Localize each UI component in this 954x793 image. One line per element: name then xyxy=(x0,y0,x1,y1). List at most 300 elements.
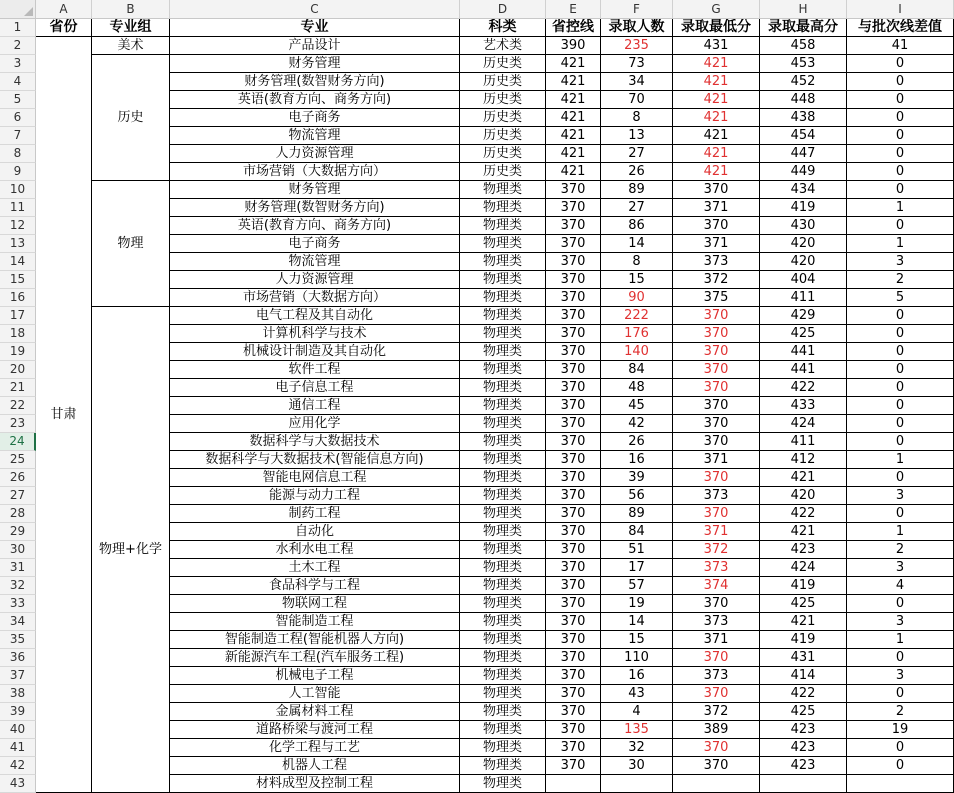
major-cell[interactable]: 制药工程 xyxy=(170,505,460,523)
major-cell[interactable]: 电子信息工程 xyxy=(170,379,460,397)
admitted-count-cell[interactable]: 8 xyxy=(601,253,673,271)
major-cell[interactable]: 通信工程 xyxy=(170,397,460,415)
diff-cell[interactable]: 0 xyxy=(847,127,954,145)
control-line-cell[interactable]: 370 xyxy=(546,199,601,217)
row-header-32[interactable]: 32 xyxy=(0,577,36,595)
max-score-cell[interactable]: 424 xyxy=(760,559,847,577)
control-line-cell[interactable]: 370 xyxy=(546,703,601,721)
admitted-count-cell[interactable]: 56 xyxy=(601,487,673,505)
major-cell[interactable]: 财务管理(数智财务方向) xyxy=(170,199,460,217)
row-header-43[interactable]: 43 xyxy=(0,775,36,793)
select-all-corner[interactable] xyxy=(0,0,36,19)
major-cell[interactable]: 机械设计制造及其自动化 xyxy=(170,343,460,361)
row-header-37[interactable]: 37 xyxy=(0,667,36,685)
control-line-cell[interactable]: 370 xyxy=(546,379,601,397)
admitted-count-cell[interactable]: 70 xyxy=(601,91,673,109)
max-score-cell[interactable]: 419 xyxy=(760,199,847,217)
category-cell[interactable]: 艺术类 xyxy=(460,37,546,55)
max-score-cell[interactable]: 420 xyxy=(760,487,847,505)
row-header-8[interactable]: 8 xyxy=(0,145,36,163)
row-header-25[interactable]: 25 xyxy=(0,451,36,469)
major-cell[interactable]: 财务管理 xyxy=(170,55,460,73)
control-line-cell[interactable]: 370 xyxy=(546,451,601,469)
major-cell[interactable]: 市场营销（大数据方向） xyxy=(170,163,460,181)
major-cell[interactable]: 人工智能 xyxy=(170,685,460,703)
diff-cell[interactable]: 3 xyxy=(847,253,954,271)
max-score-cell[interactable]: 425 xyxy=(760,325,847,343)
admitted-count-cell[interactable]: 16 xyxy=(601,667,673,685)
diff-cell[interactable]: 0 xyxy=(847,73,954,91)
category-cell[interactable]: 历史类 xyxy=(460,145,546,163)
major-cell[interactable]: 计算机科学与技术 xyxy=(170,325,460,343)
row-header-39[interactable]: 39 xyxy=(0,703,36,721)
major-cell[interactable]: 电气工程及其自动化 xyxy=(170,307,460,325)
row-header-21[interactable]: 21 xyxy=(0,379,36,397)
admitted-count-cell[interactable]: 27 xyxy=(601,145,673,163)
admitted-count-cell[interactable]: 51 xyxy=(601,541,673,559)
row-header-19[interactable]: 19 xyxy=(0,343,36,361)
category-cell[interactable]: 物理类 xyxy=(460,685,546,703)
control-line-cell[interactable]: 421 xyxy=(546,145,601,163)
min-score-cell[interactable]: 370 xyxy=(673,469,760,487)
max-score-cell[interactable]: 419 xyxy=(760,631,847,649)
control-line-cell[interactable]: 370 xyxy=(546,613,601,631)
header-major[interactable]: 专业 xyxy=(170,19,460,37)
row-header-40[interactable]: 40 xyxy=(0,721,36,739)
major-cell[interactable]: 产品设计 xyxy=(170,37,460,55)
row-header-27[interactable]: 27 xyxy=(0,487,36,505)
category-cell[interactable]: 物理类 xyxy=(460,559,546,577)
min-score-cell[interactable]: 371 xyxy=(673,235,760,253)
row-header-6[interactable]: 6 xyxy=(0,109,36,127)
control-line-cell[interactable]: 370 xyxy=(546,631,601,649)
max-score-cell[interactable]: 438 xyxy=(760,109,847,127)
diff-cell[interactable]: 3 xyxy=(847,667,954,685)
header-diff[interactable]: 与批次线差值 xyxy=(847,19,954,37)
admitted-count-cell[interactable]: 86 xyxy=(601,217,673,235)
category-cell[interactable]: 物理类 xyxy=(460,649,546,667)
major-cell[interactable]: 智能制造工程 xyxy=(170,613,460,631)
min-score-cell[interactable]: 373 xyxy=(673,613,760,631)
control-line-cell[interactable]: 370 xyxy=(546,541,601,559)
major-cell[interactable]: 道路桥梁与渡河工程 xyxy=(170,721,460,739)
category-cell[interactable]: 物理类 xyxy=(460,703,546,721)
min-score-cell[interactable]: 431 xyxy=(673,37,760,55)
major-cell[interactable]: 财务管理(数智财务方向) xyxy=(170,73,460,91)
admitted-count-cell[interactable]: 90 xyxy=(601,289,673,307)
admitted-count-cell[interactable]: 26 xyxy=(601,433,673,451)
control-line-cell[interactable]: 370 xyxy=(546,469,601,487)
admitted-count-cell[interactable]: 89 xyxy=(601,181,673,199)
major-cell[interactable]: 软件工程 xyxy=(170,361,460,379)
diff-cell[interactable]: 41 xyxy=(847,37,954,55)
control-line-cell[interactable]: 370 xyxy=(546,433,601,451)
diff-cell[interactable]: 1 xyxy=(847,235,954,253)
min-score-cell[interactable]: 370 xyxy=(673,685,760,703)
admitted-count-cell[interactable]: 84 xyxy=(601,361,673,379)
category-cell[interactable]: 物理类 xyxy=(460,253,546,271)
admitted-count-cell[interactable]: 13 xyxy=(601,127,673,145)
row-header-10[interactable]: 10 xyxy=(0,181,36,199)
row-header-36[interactable]: 36 xyxy=(0,649,36,667)
diff-cell[interactable]: 0 xyxy=(847,685,954,703)
min-score-cell[interactable]: 370 xyxy=(673,307,760,325)
control-line-cell[interactable]: 370 xyxy=(546,559,601,577)
diff-cell[interactable]: 1 xyxy=(847,199,954,217)
admitted-count-cell[interactable]: 19 xyxy=(601,595,673,613)
min-score-cell[interactable]: 421 xyxy=(673,55,760,73)
max-score-cell[interactable]: 421 xyxy=(760,613,847,631)
diff-cell[interactable]: 19 xyxy=(847,721,954,739)
column-header-d[interactable]: D xyxy=(460,0,546,19)
min-score-cell[interactable]: 421 xyxy=(673,163,760,181)
min-score-cell[interactable]: 370 xyxy=(673,343,760,361)
diff-cell[interactable]: 0 xyxy=(847,217,954,235)
diff-cell[interactable]: 3 xyxy=(847,559,954,577)
category-cell[interactable]: 物理类 xyxy=(460,379,546,397)
header-max-score[interactable]: 录取最高分 xyxy=(760,19,847,37)
row-header-33[interactable]: 33 xyxy=(0,595,36,613)
category-cell[interactable]: 物理类 xyxy=(460,631,546,649)
row-header-4[interactable]: 4 xyxy=(0,73,36,91)
row-header-41[interactable]: 41 xyxy=(0,739,36,757)
max-score-cell[interactable]: 433 xyxy=(760,397,847,415)
min-score-cell[interactable]: 371 xyxy=(673,451,760,469)
control-line-cell[interactable]: 370 xyxy=(546,721,601,739)
category-cell[interactable]: 物理类 xyxy=(460,217,546,235)
max-score-cell[interactable] xyxy=(760,775,847,793)
row-header-30[interactable]: 30 xyxy=(0,541,36,559)
row-header-24[interactable]: 24 xyxy=(0,433,36,451)
diff-cell[interactable]: 0 xyxy=(847,397,954,415)
column-header-b[interactable]: B xyxy=(92,0,170,19)
column-header-g[interactable]: G xyxy=(673,0,760,19)
category-cell[interactable]: 物理类 xyxy=(460,199,546,217)
control-line-cell[interactable]: 370 xyxy=(546,415,601,433)
major-cell[interactable]: 土木工程 xyxy=(170,559,460,577)
row-header-28[interactable]: 28 xyxy=(0,505,36,523)
max-score-cell[interactable]: 441 xyxy=(760,361,847,379)
max-score-cell[interactable]: 431 xyxy=(760,649,847,667)
control-line-cell[interactable]: 370 xyxy=(546,523,601,541)
max-score-cell[interactable]: 411 xyxy=(760,433,847,451)
category-cell[interactable]: 物理类 xyxy=(460,739,546,757)
diff-cell[interactable]: 0 xyxy=(847,343,954,361)
row-header-18[interactable]: 18 xyxy=(0,325,36,343)
category-cell[interactable]: 物理类 xyxy=(460,505,546,523)
diff-cell[interactable]: 0 xyxy=(847,415,954,433)
major-cell[interactable]: 数据科学与大数据技术 xyxy=(170,433,460,451)
control-line-cell[interactable]: 370 xyxy=(546,685,601,703)
control-line-cell[interactable]: 370 xyxy=(546,577,601,595)
row-header-11[interactable]: 11 xyxy=(0,199,36,217)
province-cell[interactable]: 甘肃 xyxy=(36,37,92,793)
min-score-cell[interactable]: 370 xyxy=(673,415,760,433)
min-score-cell[interactable]: 370 xyxy=(673,397,760,415)
max-score-cell[interactable]: 419 xyxy=(760,577,847,595)
control-line-cell[interactable]: 370 xyxy=(546,181,601,199)
category-cell[interactable]: 物理类 xyxy=(460,433,546,451)
row-header-16[interactable]: 16 xyxy=(0,289,36,307)
control-line-cell[interactable]: 370 xyxy=(546,649,601,667)
row-header-15[interactable]: 15 xyxy=(0,271,36,289)
category-cell[interactable]: 物理类 xyxy=(460,487,546,505)
min-score-cell[interactable]: 371 xyxy=(673,523,760,541)
diff-cell[interactable]: 0 xyxy=(847,361,954,379)
diff-cell[interactable] xyxy=(847,775,954,793)
major-cell[interactable]: 材料成型及控制工程 xyxy=(170,775,460,793)
diff-cell[interactable]: 1 xyxy=(847,631,954,649)
admitted-count-cell[interactable]: 110 xyxy=(601,649,673,667)
max-score-cell[interactable]: 404 xyxy=(760,271,847,289)
column-header-e[interactable]: E xyxy=(546,0,601,19)
control-line-cell[interactable]: 370 xyxy=(546,505,601,523)
min-score-cell[interactable]: 371 xyxy=(673,631,760,649)
max-score-cell[interactable]: 423 xyxy=(760,739,847,757)
max-score-cell[interactable]: 434 xyxy=(760,181,847,199)
min-score-cell[interactable]: 421 xyxy=(673,127,760,145)
min-score-cell[interactable]: 374 xyxy=(673,577,760,595)
admitted-count-cell[interactable]: 17 xyxy=(601,559,673,577)
major-cell[interactable]: 机器人工程 xyxy=(170,757,460,775)
major-cell[interactable]: 英语(教育方向、商务方向) xyxy=(170,217,460,235)
max-score-cell[interactable]: 422 xyxy=(760,505,847,523)
admitted-count-cell[interactable]: 57 xyxy=(601,577,673,595)
diff-cell[interactable]: 0 xyxy=(847,595,954,613)
major-cell[interactable]: 金属材料工程 xyxy=(170,703,460,721)
diff-cell[interactable]: 2 xyxy=(847,703,954,721)
category-cell[interactable]: 物理类 xyxy=(460,361,546,379)
min-score-cell[interactable]: 370 xyxy=(673,325,760,343)
major-cell[interactable]: 电子商务 xyxy=(170,235,460,253)
row-header-22[interactable]: 22 xyxy=(0,397,36,415)
min-score-cell[interactable]: 370 xyxy=(673,361,760,379)
major-cell[interactable]: 物流管理 xyxy=(170,253,460,271)
category-cell[interactable]: 物理类 xyxy=(460,469,546,487)
diff-cell[interactable]: 1 xyxy=(847,451,954,469)
max-score-cell[interactable]: 447 xyxy=(760,145,847,163)
diff-cell[interactable]: 0 xyxy=(847,181,954,199)
diff-cell[interactable]: 0 xyxy=(847,307,954,325)
major-cell[interactable]: 能源与动力工程 xyxy=(170,487,460,505)
row-header-13[interactable]: 13 xyxy=(0,235,36,253)
diff-cell[interactable]: 0 xyxy=(847,739,954,757)
category-cell[interactable]: 物理类 xyxy=(460,541,546,559)
major-cell[interactable]: 英语(教育方向、商务方向) xyxy=(170,91,460,109)
diff-cell[interactable]: 2 xyxy=(847,271,954,289)
diff-cell[interactable]: 3 xyxy=(847,487,954,505)
row-header-29[interactable]: 29 xyxy=(0,523,36,541)
admitted-count-cell[interactable]: 14 xyxy=(601,613,673,631)
header-min-score[interactable]: 录取最低分 xyxy=(673,19,760,37)
major-group-cell[interactable]: 物理 xyxy=(92,181,170,307)
max-score-cell[interactable]: 414 xyxy=(760,667,847,685)
max-score-cell[interactable]: 421 xyxy=(760,523,847,541)
max-score-cell[interactable]: 422 xyxy=(760,379,847,397)
major-cell[interactable]: 智能电网信息工程 xyxy=(170,469,460,487)
category-cell[interactable]: 物理类 xyxy=(460,775,546,793)
min-score-cell[interactable]: 421 xyxy=(673,145,760,163)
admitted-count-cell[interactable]: 4 xyxy=(601,703,673,721)
row-header-31[interactable]: 31 xyxy=(0,559,36,577)
row-header-23[interactable]: 23 xyxy=(0,415,36,433)
diff-cell[interactable]: 0 xyxy=(847,163,954,181)
major-cell[interactable]: 人力资源管理 xyxy=(170,271,460,289)
header-category[interactable]: 科类 xyxy=(460,19,546,37)
row-header-2[interactable]: 2 xyxy=(0,37,36,55)
row-header-5[interactable]: 5 xyxy=(0,91,36,109)
control-line-cell[interactable]: 421 xyxy=(546,55,601,73)
diff-cell[interactable]: 0 xyxy=(847,109,954,127)
control-line-cell[interactable]: 370 xyxy=(546,361,601,379)
max-score-cell[interactable]: 449 xyxy=(760,163,847,181)
min-score-cell[interactable]: 370 xyxy=(673,217,760,235)
control-line-cell[interactable]: 421 xyxy=(546,91,601,109)
max-score-cell[interactable]: 423 xyxy=(760,757,847,775)
header-major-group[interactable]: 专业组 xyxy=(92,19,170,37)
category-cell[interactable]: 历史类 xyxy=(460,55,546,73)
header-admitted-count[interactable]: 录取人数 xyxy=(601,19,673,37)
category-cell[interactable]: 物理类 xyxy=(460,397,546,415)
admitted-count-cell[interactable]: 42 xyxy=(601,415,673,433)
major-cell[interactable]: 人力资源管理 xyxy=(170,145,460,163)
row-header-3[interactable]: 3 xyxy=(0,55,36,73)
row-header-14[interactable]: 14 xyxy=(0,253,36,271)
control-line-cell[interactable]: 370 xyxy=(546,487,601,505)
major-cell[interactable]: 物流管理 xyxy=(170,127,460,145)
column-header-a[interactable]: A xyxy=(36,0,92,19)
row-header-9[interactable]: 9 xyxy=(0,163,36,181)
admitted-count-cell[interactable]: 16 xyxy=(601,451,673,469)
control-line-cell[interactable]: 421 xyxy=(546,73,601,91)
diff-cell[interactable]: 4 xyxy=(847,577,954,595)
major-cell[interactable]: 财务管理 xyxy=(170,181,460,199)
control-line-cell[interactable]: 370 xyxy=(546,667,601,685)
major-cell[interactable]: 物联网工程 xyxy=(170,595,460,613)
control-line-cell[interactable]: 370 xyxy=(546,343,601,361)
min-score-cell[interactable]: 421 xyxy=(673,73,760,91)
admitted-count-cell[interactable]: 15 xyxy=(601,631,673,649)
category-cell[interactable]: 历史类 xyxy=(460,163,546,181)
admitted-count-cell[interactable]: 39 xyxy=(601,469,673,487)
admitted-count-cell[interactable]: 73 xyxy=(601,55,673,73)
admitted-count-cell[interactable]: 34 xyxy=(601,73,673,91)
control-line-cell[interactable]: 370 xyxy=(546,595,601,613)
admitted-count-cell[interactable]: 45 xyxy=(601,397,673,415)
max-score-cell[interactable]: 423 xyxy=(760,541,847,559)
admitted-count-cell[interactable]: 15 xyxy=(601,271,673,289)
diff-cell[interactable]: 0 xyxy=(847,91,954,109)
max-score-cell[interactable]: 421 xyxy=(760,469,847,487)
control-line-cell[interactable]: 370 xyxy=(546,235,601,253)
diff-cell[interactable]: 2 xyxy=(847,541,954,559)
min-score-cell[interactable]: 370 xyxy=(673,379,760,397)
min-score-cell[interactable]: 370 xyxy=(673,739,760,757)
diff-cell[interactable]: 0 xyxy=(847,469,954,487)
control-line-cell[interactable]: 370 xyxy=(546,253,601,271)
max-score-cell[interactable]: 430 xyxy=(760,217,847,235)
category-cell[interactable]: 物理类 xyxy=(460,451,546,469)
max-score-cell[interactable]: 448 xyxy=(760,91,847,109)
min-score-cell[interactable]: 370 xyxy=(673,595,760,613)
diff-cell[interactable]: 0 xyxy=(847,433,954,451)
row-header-17[interactable]: 17 xyxy=(0,307,36,325)
max-score-cell[interactable]: 429 xyxy=(760,307,847,325)
row-header-12[interactable]: 12 xyxy=(0,217,36,235)
major-cell[interactable]: 食品科学与工程 xyxy=(170,577,460,595)
control-line-cell[interactable]: 370 xyxy=(546,307,601,325)
column-header-h[interactable]: H xyxy=(760,0,847,19)
control-line-cell[interactable]: 421 xyxy=(546,109,601,127)
admitted-count-cell[interactable]: 140 xyxy=(601,343,673,361)
major-cell[interactable]: 自动化 xyxy=(170,523,460,541)
column-header-c[interactable]: C xyxy=(170,0,460,19)
major-group-cell[interactable]: 历史 xyxy=(92,55,170,181)
control-line-cell[interactable] xyxy=(546,775,601,793)
admitted-count-cell[interactable]: 135 xyxy=(601,721,673,739)
min-score-cell[interactable]: 370 xyxy=(673,181,760,199)
max-score-cell[interactable]: 422 xyxy=(760,685,847,703)
major-cell[interactable]: 应用化学 xyxy=(170,415,460,433)
category-cell[interactable]: 历史类 xyxy=(460,91,546,109)
min-score-cell[interactable]: 373 xyxy=(673,487,760,505)
max-score-cell[interactable]: 411 xyxy=(760,289,847,307)
category-cell[interactable]: 物理类 xyxy=(460,577,546,595)
min-score-cell[interactable]: 373 xyxy=(673,253,760,271)
max-score-cell[interactable]: 412 xyxy=(760,451,847,469)
diff-cell[interactable]: 0 xyxy=(847,325,954,343)
control-line-cell[interactable]: 370 xyxy=(546,289,601,307)
major-cell[interactable]: 市场营销（大数据方向） xyxy=(170,289,460,307)
category-cell[interactable]: 物理类 xyxy=(460,271,546,289)
control-line-cell[interactable]: 370 xyxy=(546,271,601,289)
major-cell[interactable]: 化学工程与工艺 xyxy=(170,739,460,757)
min-score-cell[interactable]: 370 xyxy=(673,505,760,523)
admitted-count-cell[interactable]: 30 xyxy=(601,757,673,775)
control-line-cell[interactable]: 370 xyxy=(546,739,601,757)
max-score-cell[interactable]: 420 xyxy=(760,253,847,271)
category-cell[interactable]: 物理类 xyxy=(460,415,546,433)
diff-cell[interactable]: 0 xyxy=(847,649,954,667)
category-cell[interactable]: 历史类 xyxy=(460,73,546,91)
major-cell[interactable]: 机械电子工程 xyxy=(170,667,460,685)
category-cell[interactable]: 物理类 xyxy=(460,325,546,343)
category-cell[interactable]: 物理类 xyxy=(460,595,546,613)
major-cell[interactable]: 智能制造工程(智能机器人方向) xyxy=(170,631,460,649)
admitted-count-cell[interactable]: 176 xyxy=(601,325,673,343)
admitted-count-cell[interactable]: 8 xyxy=(601,109,673,127)
admitted-count-cell[interactable]: 48 xyxy=(601,379,673,397)
min-score-cell[interactable]: 370 xyxy=(673,757,760,775)
admitted-count-cell[interactable]: 89 xyxy=(601,505,673,523)
min-score-cell[interactable]: 421 xyxy=(673,109,760,127)
max-score-cell[interactable]: 420 xyxy=(760,235,847,253)
min-score-cell[interactable]: 372 xyxy=(673,271,760,289)
row-header-26[interactable]: 26 xyxy=(0,469,36,487)
column-header-f[interactable]: F xyxy=(601,0,673,19)
admitted-count-cell[interactable]: 14 xyxy=(601,235,673,253)
category-cell[interactable]: 物理类 xyxy=(460,235,546,253)
diff-cell[interactable]: 3 xyxy=(847,613,954,631)
max-score-cell[interactable]: 454 xyxy=(760,127,847,145)
control-line-cell[interactable]: 370 xyxy=(546,757,601,775)
max-score-cell[interactable]: 458 xyxy=(760,37,847,55)
category-cell[interactable]: 物理类 xyxy=(460,667,546,685)
min-score-cell[interactable]: 421 xyxy=(673,91,760,109)
diff-cell[interactable]: 1 xyxy=(847,523,954,541)
min-score-cell[interactable]: 373 xyxy=(673,667,760,685)
min-score-cell[interactable]: 372 xyxy=(673,703,760,721)
